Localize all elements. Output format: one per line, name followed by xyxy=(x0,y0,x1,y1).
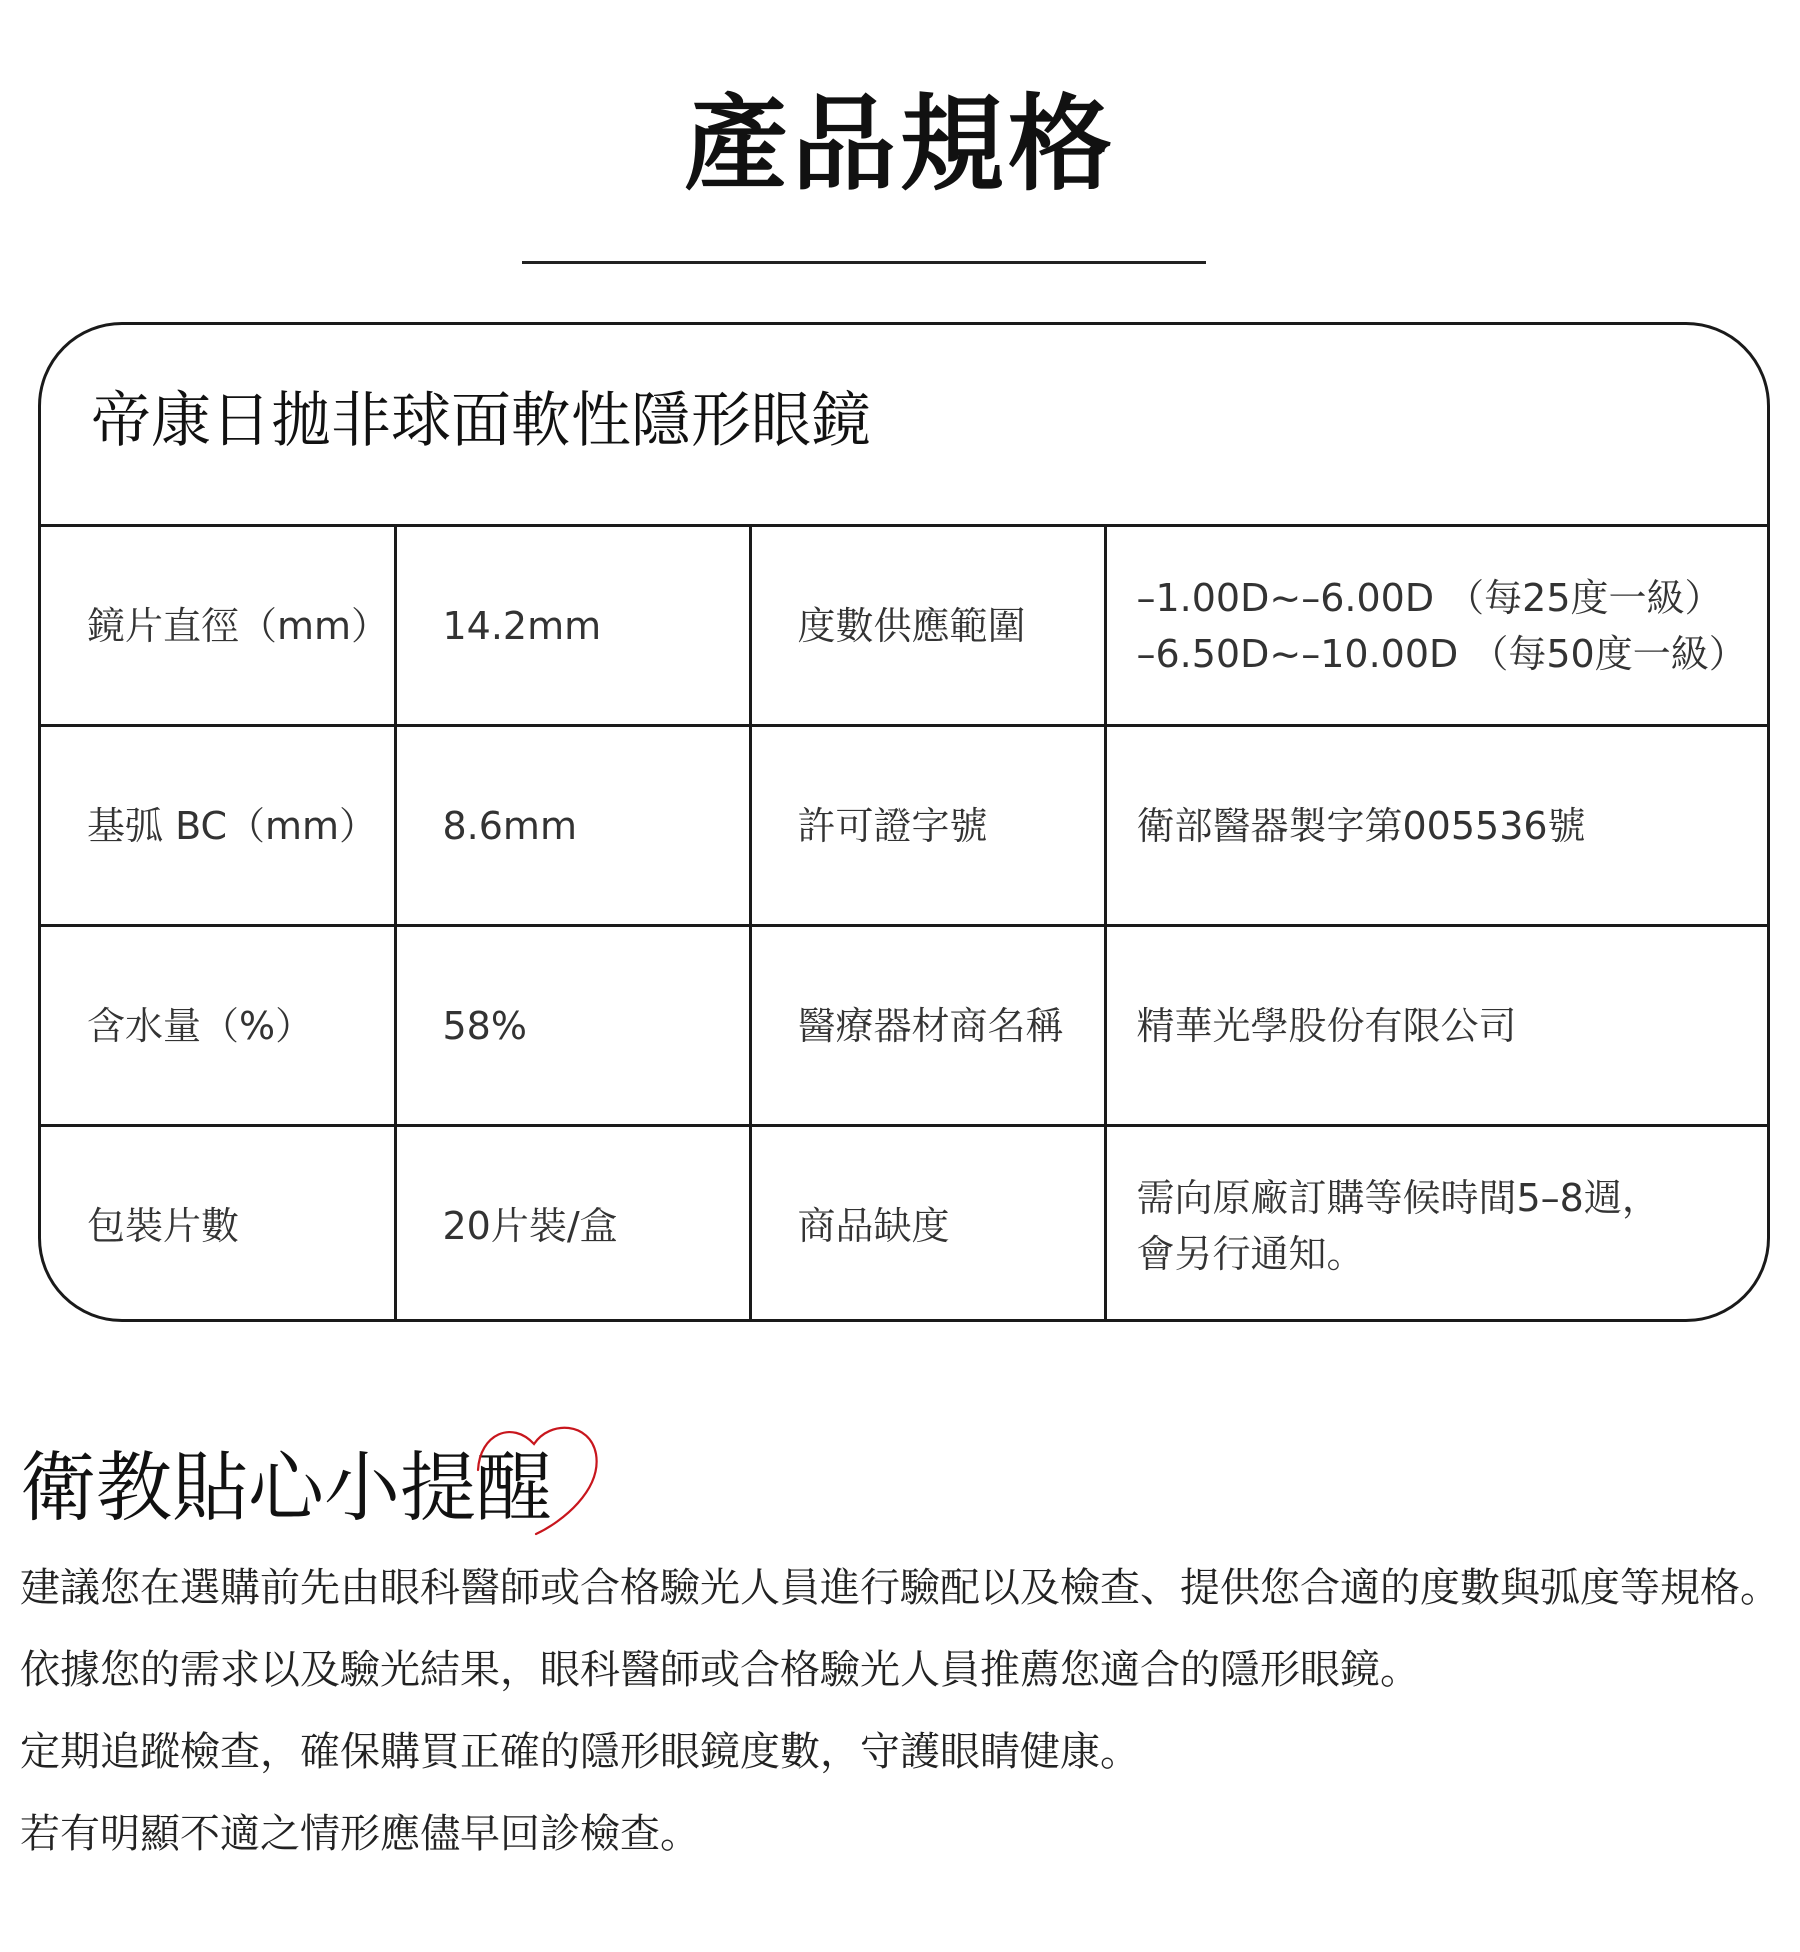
heart-icon xyxy=(472,1412,612,1542)
spec-label: 含水量（%） xyxy=(41,926,395,1126)
spec-row-diameter xyxy=(41,526,1767,726)
spec-label: 包裝片數 xyxy=(41,1126,395,1323)
spec-value: 衛部醫器製字第005536號 xyxy=(1105,726,1767,926)
spec-value: 20片裝/盒 xyxy=(395,1126,750,1323)
tip-item: 建議您在選購前先由眼科醫師或合格驗光人員進行驗配以及檢查、提供您合適的度數與弧度等規格。 xyxy=(20,1565,1780,1611)
spec-value: 58% xyxy=(395,926,750,1126)
spec-label: 醫療器材商名稱 xyxy=(750,926,1105,1126)
spec-value-line: –1.00D~–6.00D （每25度一級） xyxy=(1136,575,1723,620)
spec-value: 14.2mm xyxy=(395,526,750,726)
spec-label: 許可證字號 xyxy=(750,726,1105,926)
spec-row-base-curve xyxy=(41,726,1767,926)
spec-label: 基弧 BC（mm） xyxy=(41,726,395,926)
spec-value-line: 需向原廠訂購等候時間5–8週， xyxy=(1136,1176,1660,1221)
spec-row-water-content xyxy=(41,926,1767,1126)
spec-value: 精華光學股份有限公司 xyxy=(1105,926,1767,1126)
spec-value: 8.6mm xyxy=(395,726,750,926)
spec-value-line: –6.50D~–10.00D （每50度一級） xyxy=(1136,631,1747,676)
spec-value-line: 會另行通知。 xyxy=(1136,1232,1365,1277)
spec-panel xyxy=(38,322,1770,1322)
tips-heading: 衛教貼心小提醒 xyxy=(20,1443,552,1532)
tips-list xyxy=(20,1565,1790,1896)
page-title: 產品規格 xyxy=(683,83,1116,205)
out-of-stock-label: 商品缺度 xyxy=(750,1126,1105,1323)
tip-item: 若有明顯不適之情形應儘早回診檢查。 xyxy=(20,1811,700,1857)
spec-label: 鏡片直徑（mm） xyxy=(41,526,395,726)
spec-label: 度數供應範圍 xyxy=(750,526,1105,726)
out-of-stock-note xyxy=(1105,1126,1767,1323)
title-divider xyxy=(522,261,1206,264)
product-name: 帝康日拋非球面軟性隱形眼鏡 xyxy=(91,386,871,456)
tip-item: 依據您的需求以及驗光結果，眼科醫師或合格驗光人員推薦您適合的隱形眼鏡。 xyxy=(20,1647,1420,1693)
tip-item: 定期追蹤檢查，確保購買正確的隱形眼鏡度數，守護眼睛健康。 xyxy=(20,1729,1140,1775)
spec-row-package xyxy=(41,1126,1767,1323)
spec-value xyxy=(1105,526,1767,726)
spec-table xyxy=(41,524,1767,1322)
